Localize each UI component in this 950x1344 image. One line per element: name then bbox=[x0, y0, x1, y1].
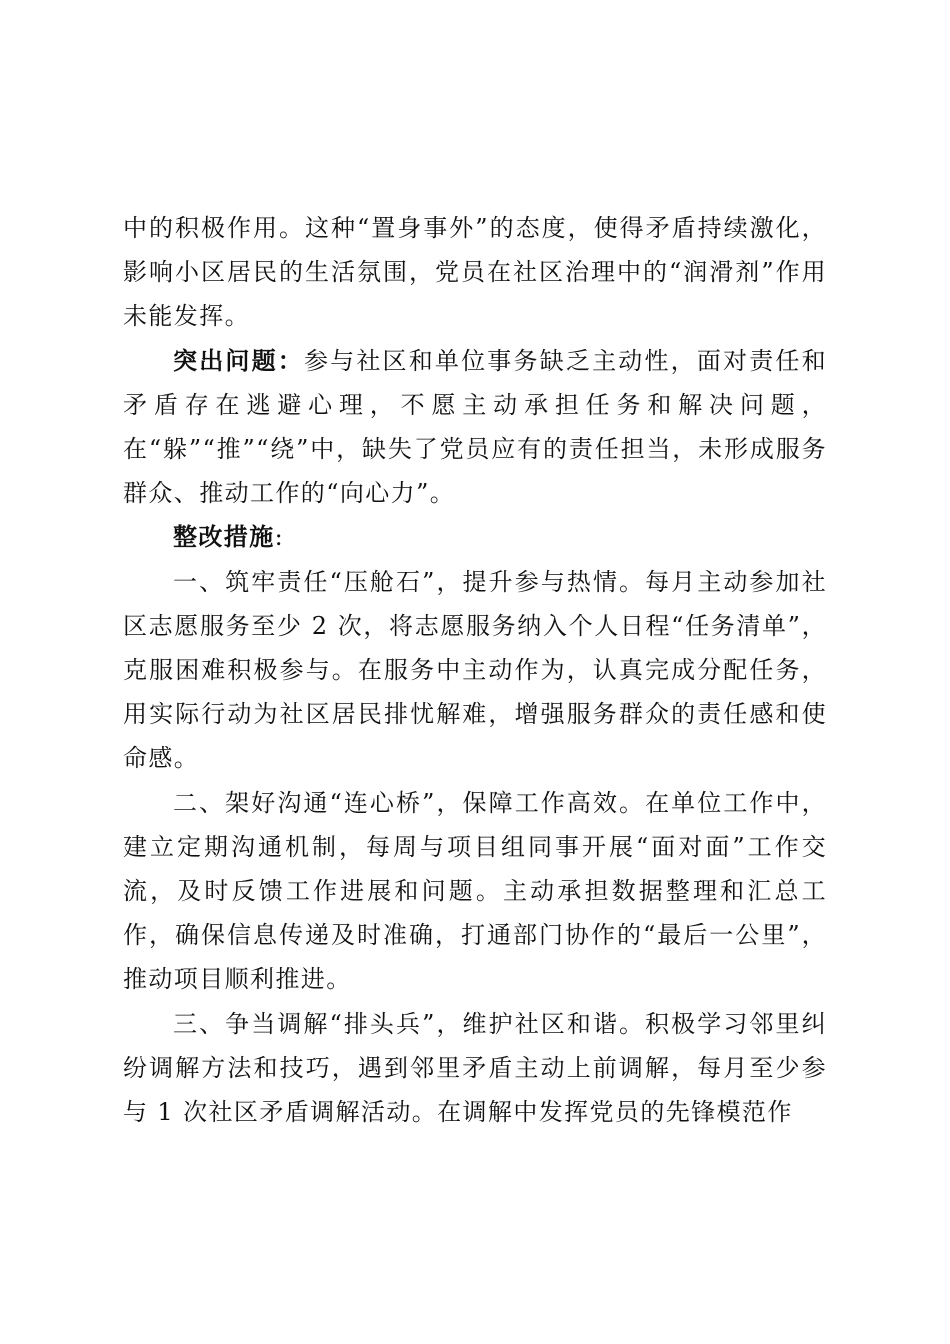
heading-colon: : bbox=[274, 523, 285, 552]
document-body bbox=[123, 206, 827, 1134]
paragraph-measure-2 bbox=[123, 781, 827, 1002]
paragraph-text: 二、架好沟通“连心桥”，保障工作高效。在单位工作中，建立定期沟通机制，每周与项目组同事开展“面对面”工作交流，及时反馈工作进展和问题。主动承担数据整理和汇总工作，确保信息传递及时准确，打通部门协作的“最后一公里”，推动项目顺利推进。 bbox=[123, 788, 827, 994]
paragraph-measure-3 bbox=[123, 1002, 827, 1135]
prominent-issue-label: 突出问题： bbox=[173, 346, 304, 375]
paragraph-rectification-heading bbox=[123, 515, 827, 559]
paragraph-prominent-issue bbox=[123, 339, 827, 516]
paragraph-text: 参与社区和单位事务缺乏主动性，面对责任和矛盾存在逃避心理，不愿主动承担任务和解决问题，在“躲”“推”“绕”中，缺失了党员应有的责任担当，未形成服务群众、推动工作的“向心力”。 bbox=[123, 346, 828, 508]
paragraph-text: 三、争当调解“排头兵”，维护社区和谐。积极学习邻里纠纷调解方法和技巧，遇到邻里矛盾主动上前调解，每月至少参与 1 次社区矛盾调解活动。在调解中发挥党员的先锋模范作 bbox=[123, 1009, 827, 1127]
paragraph-text: 中的积极作用。这种“置身事外”的态度，使得矛盾持续激化，影响小区居民的生活氛围，党员在社区治理中的“润滑剂”作用未能发挥。 bbox=[123, 214, 827, 331]
paragraph-measure-1 bbox=[123, 560, 827, 781]
paragraph-text: 一、筑牢责任“压舱石”，提升参与热情。每月主动参加社区志愿服务至少 2 次，将志愿服务纳入个人日程“任务清单”，克服困难积极参与。在服务中主动作为，认真完成分配任务，用实际行动为社区居民排忧解难，增强服务群众的责任感和使命感。 bbox=[123, 567, 827, 773]
paragraph-continuation bbox=[123, 206, 827, 339]
rectification-heading-label: 整改措施 bbox=[173, 523, 275, 552]
